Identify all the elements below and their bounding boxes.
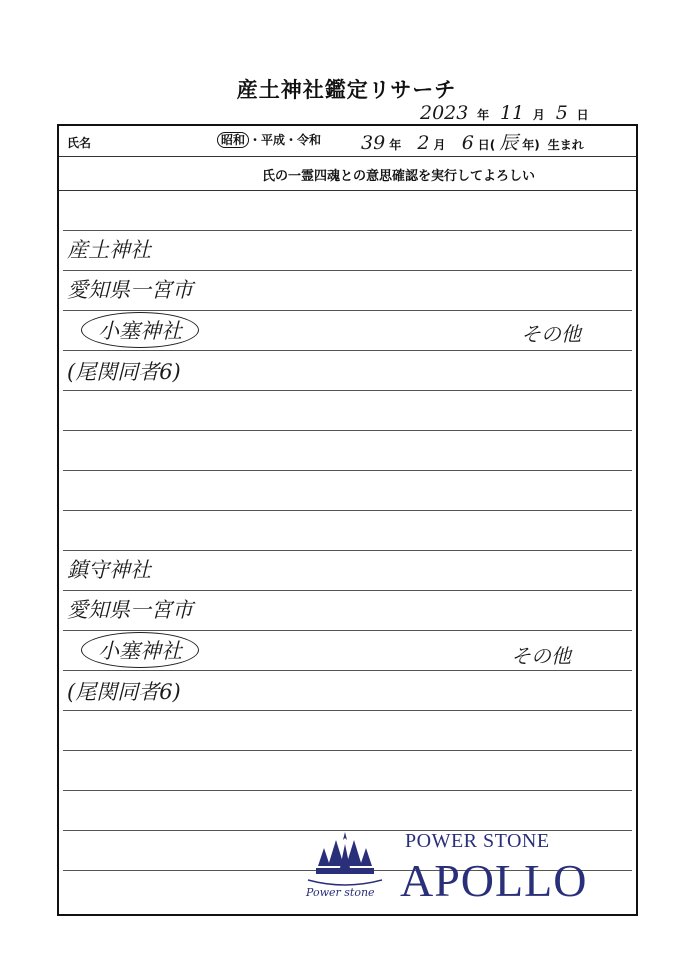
form-frame <box>57 124 638 916</box>
date-year: 2023 <box>420 102 469 124</box>
logo-script: Power stone <box>306 886 375 899</box>
entry-other: その他 <box>511 644 571 668</box>
entry-prefecture: 愛知県一宮市 <box>67 598 193 622</box>
rule-line <box>63 430 632 431</box>
confirm-text: 氏の一霊四魂との意思確認を実行してよろしい <box>262 169 536 184</box>
birth-day-label: 日 <box>477 138 490 152</box>
logo-top-text: POWER STONE <box>405 830 550 852</box>
birth-zodiac: 辰 <box>499 132 519 154</box>
era-others: ・平成・令和 <box>249 133 322 147</box>
entry-type: 産土神社 <box>67 238 151 262</box>
apollo-logo <box>300 826 620 912</box>
rule-line <box>63 310 632 311</box>
entry-type: 鎮守神社 <box>67 558 151 582</box>
birth-date: 39 年 2 月 6 日( 辰 年) 生まれ <box>361 132 584 154</box>
name-label: 氏名 <box>67 136 92 150</box>
birth-year-label: 年 <box>389 138 402 152</box>
rule-line <box>63 710 632 711</box>
date-year-label: 年 <box>477 108 490 122</box>
page-title: 産土神社鑑定リサーチ <box>236 78 457 102</box>
date-month-label: 月 <box>532 108 545 122</box>
rule-line <box>63 510 632 511</box>
birth-suffix: 生まれ <box>547 138 584 152</box>
date-month: 11 <box>499 102 525 124</box>
rule-line <box>63 630 632 631</box>
rule-line <box>63 270 632 271</box>
name-row <box>59 126 636 157</box>
entry-other: その他 <box>521 322 581 346</box>
era-selector <box>217 131 321 148</box>
birth-year: 39 <box>361 132 386 154</box>
rule-line <box>63 550 632 551</box>
entry-shrine-circled: 小塞神社 <box>81 632 199 668</box>
rule-line <box>63 750 632 751</box>
confirm-row <box>59 156 636 191</box>
research-date <box>420 102 595 124</box>
rule-line <box>63 390 632 391</box>
entry-shrine-circled: 小塞神社 <box>81 312 199 348</box>
rule-line <box>63 350 632 351</box>
rule-line <box>63 230 632 231</box>
entry-note: (尾関同者6) <box>67 360 181 384</box>
era-showa-circled: 昭和 <box>217 132 249 148</box>
rule-line <box>63 790 632 791</box>
birth-month: 2 <box>417 132 430 154</box>
entry-note: (尾関同者6) <box>67 680 181 704</box>
rule-line <box>63 590 632 591</box>
date-day: 5 <box>555 102 568 124</box>
rule-line <box>63 670 632 671</box>
zodiac-suffix: 年) <box>522 138 540 152</box>
rule-line <box>63 470 632 471</box>
birth-month-label: 月 <box>433 138 446 152</box>
logo-main-text: APOLLO <box>400 855 588 906</box>
birth-day: 6 <box>461 132 474 154</box>
date-day-label: 日 <box>576 108 589 122</box>
entry-prefecture: 愛知県一宮市 <box>67 278 193 302</box>
